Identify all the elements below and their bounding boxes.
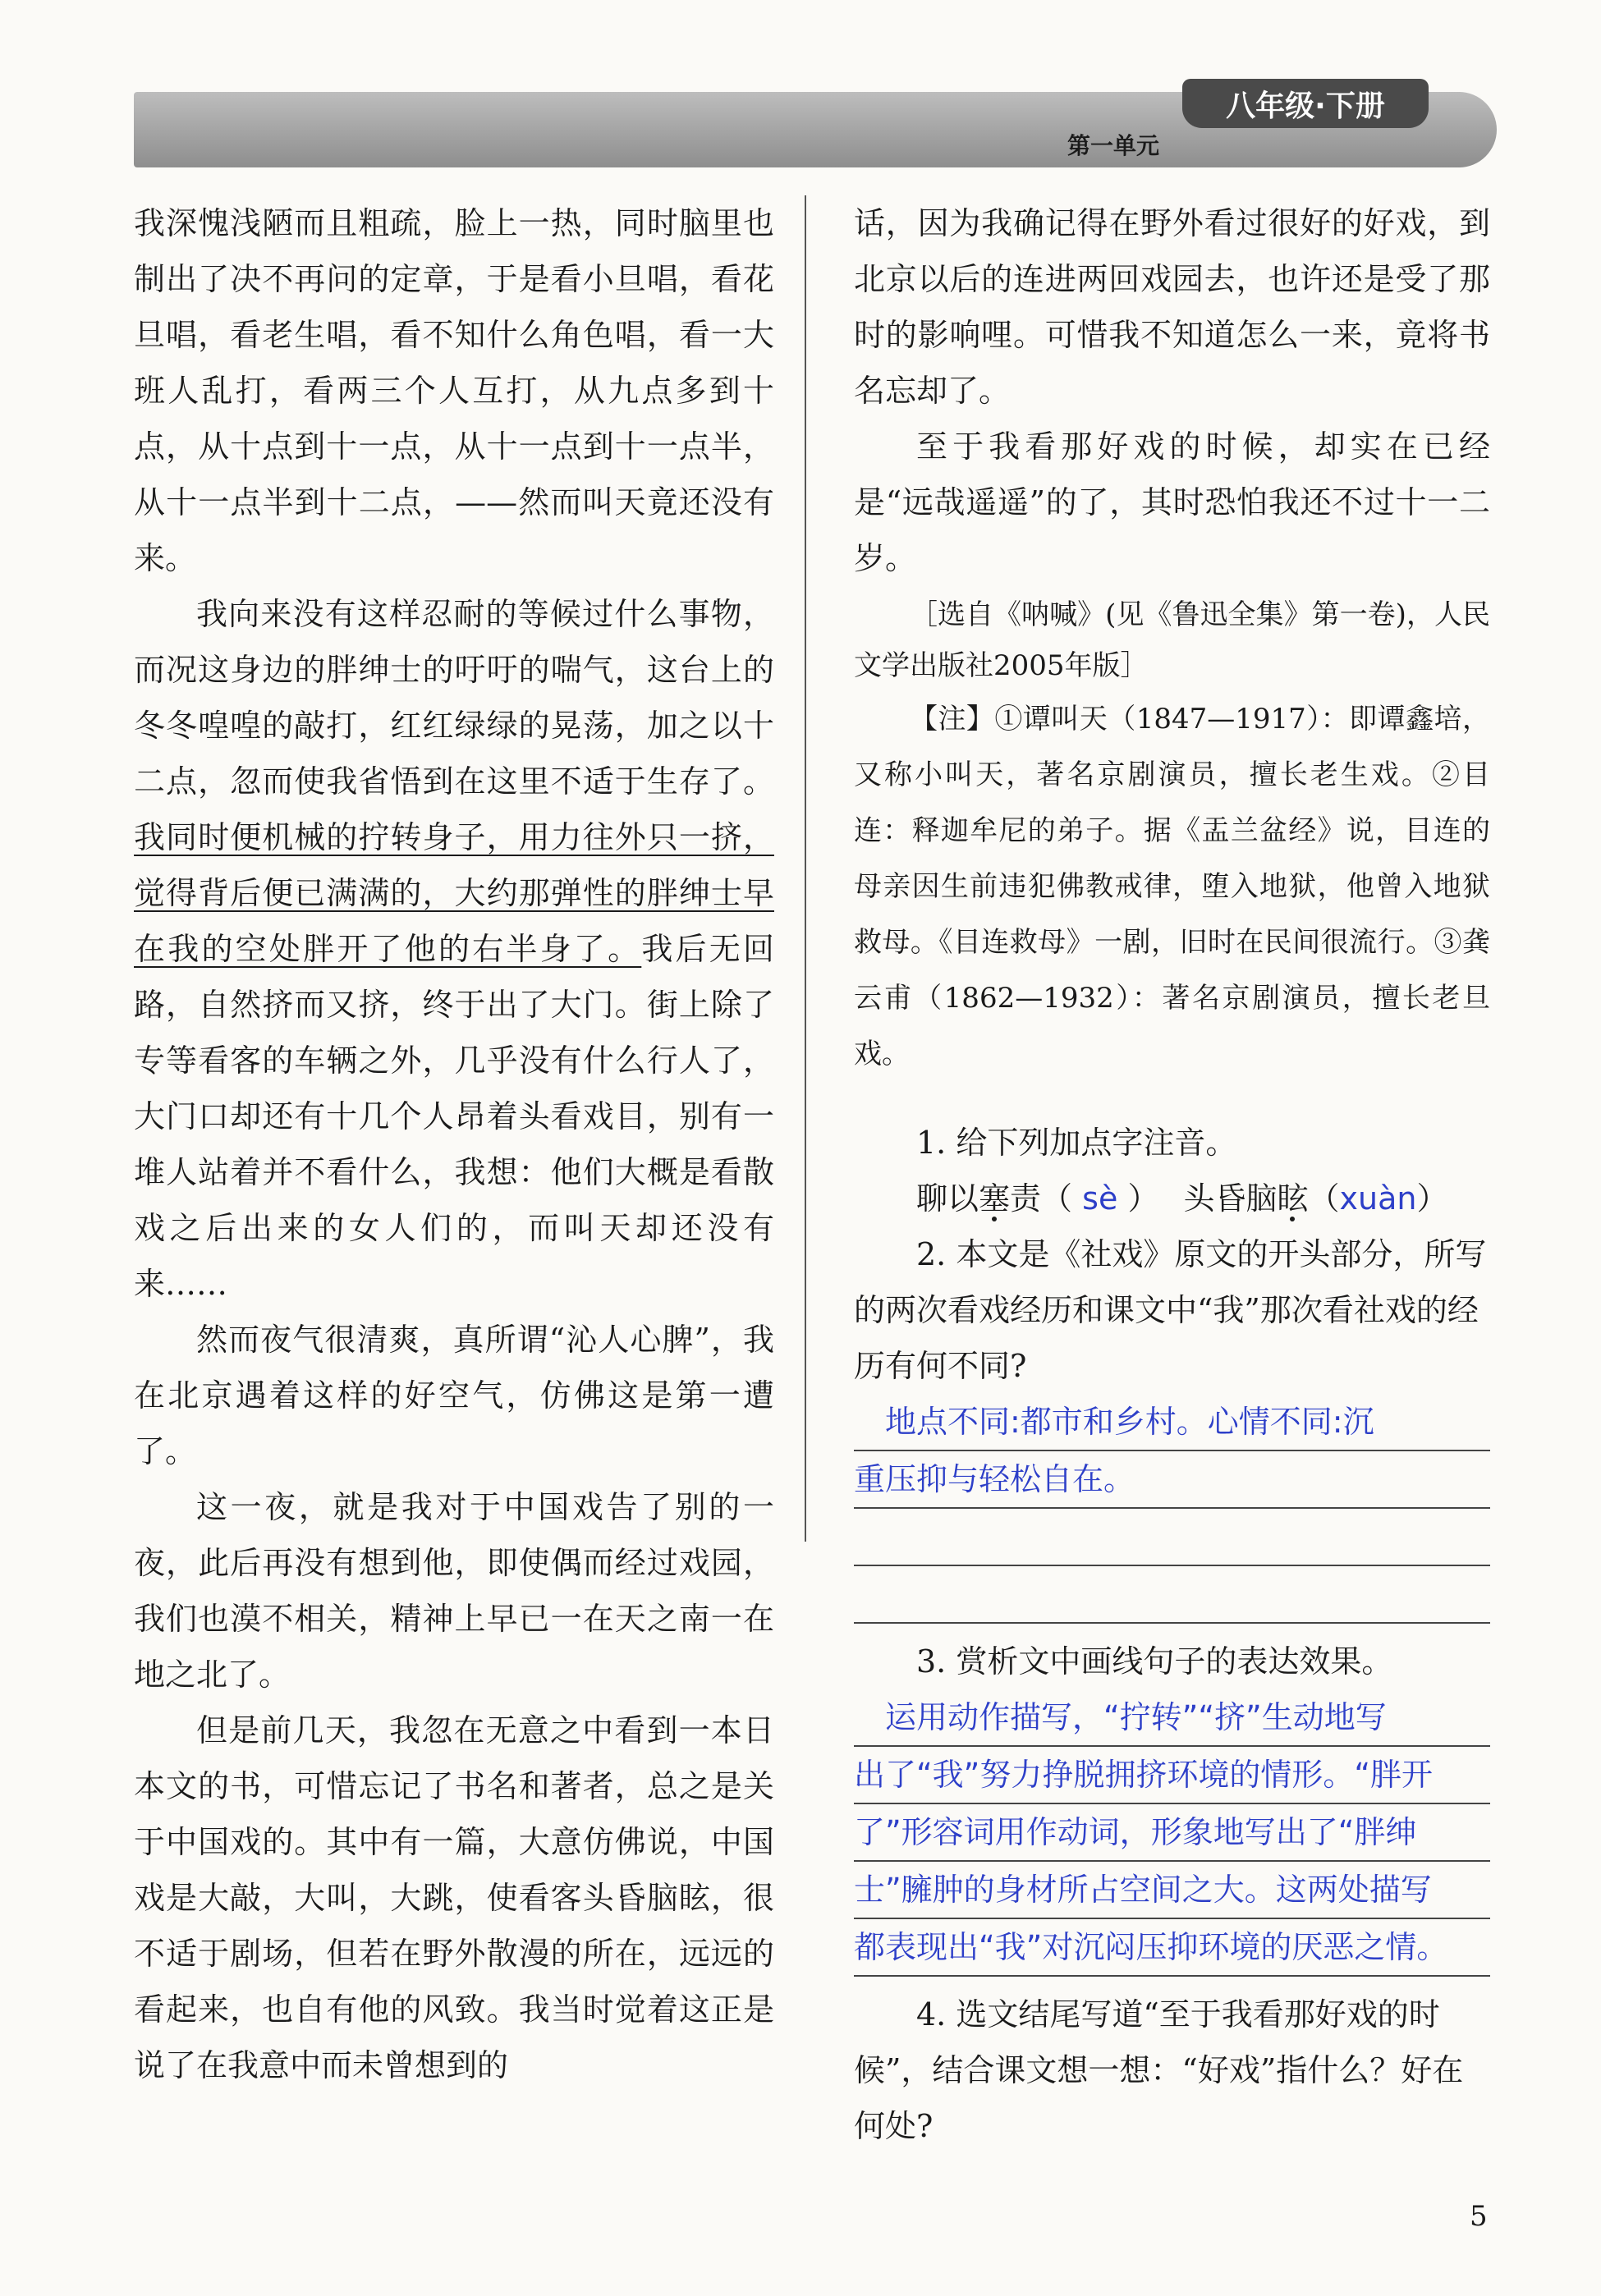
paragraph-text: 我后无回路，自然挤而又挤，终于出了大门。街上除了专等看客的车辆之外，几乎没有什么行人了，大门口却还有十几个人昂着头看戏目，别有一堆人站着并不看什么，我想：他们大概是看散戏之后出来的女人们的，而叫天却还没有来……	[134, 931, 774, 1302]
right-column	[854, 195, 1490, 2154]
word-text	[916, 1180, 1041, 1217]
question-text: 2. 本文是《社戏》原文的开头部分，所写的两次看戏经历和课文中“我”那次看社戏的经历有何不同?	[854, 1236, 1487, 1384]
answer-line: 运用动作描写，“拧转”“挤”生动地写	[854, 1689, 1490, 1747]
answer-line: 出了“我”努力挣脱拥挤环境的情形。“胖开	[854, 1747, 1490, 1804]
word-text: ）	[1416, 1180, 1448, 1217]
answer-line: 了”形容词用作动词，形象地写出了“胖绅	[854, 1804, 1490, 1862]
word-text: 聊以	[916, 1180, 979, 1217]
answer-line: 重压抑与轻松自在。	[854, 1451, 1490, 1509]
paragraph: 至于我看那好戏的时候，却实在已经是“远哉遥遥”的了，其时恐怕我还不过十一二岁。	[854, 428, 1490, 576]
column-divider	[805, 195, 806, 1542]
answer-line: 士”臃肿的身材所占空间之大。这两处描写	[854, 1862, 1490, 1919]
pinyin-items	[854, 1171, 1490, 1226]
footnote: 【注】①谭叫天（1847—1917）：即谭鑫培，又称小叫天，著名京剧演员，擅长老生戏。②目连：释迦牟尼的弟子。据《盂兰盆经》说，目连的母亲因生前违犯佛教戒律，堕入地狱，他曾入地狱救母。《目连救母》一剧，旧时在民间很流行。③龚云甫（1862—1932）：著名京剧演员，擅长老旦戏。	[854, 703, 1490, 1070]
underlined-sentence: 我同时便机械的拧转身子，用力往外只一挤，觉得背后便已满满的，大约那弹性的胖绅士早在我的空处胖开了他的右半身了。	[134, 819, 774, 967]
question-3	[854, 1634, 1490, 1977]
word-text: 责	[1010, 1180, 1042, 1217]
answer-line: 都表现出“我”对沉闷压抑环境的厌恶之情。	[854, 1919, 1490, 1977]
unit-label: 第一单元	[1067, 132, 1160, 159]
question-text: 4. 选文结尾写道“至于我看那好戏的时候”，结合课文想一想：“好戏”指什么？好在何处?	[854, 1996, 1464, 2144]
word-text: （	[1041, 1180, 1073, 1217]
dotted-char: 眩	[1277, 1180, 1309, 1217]
paragraph	[134, 586, 774, 1312]
paragraph: 然而夜气很清爽，真所谓“沁人心脾”，我在北京遇着这样的好空气，仿佛这是第一遭了。	[134, 1322, 774, 1469]
question-2	[854, 1226, 1490, 1624]
word-text: （	[1308, 1180, 1340, 1217]
pinyin-answer: xuàn	[1339, 1180, 1417, 1217]
paragraph: 这一夜，就是我对于中国戏告了别的一夜，此后再没有想到他，即使偶而经过戏园，我们也漠不相关，精神上早已一在天之南一在地之北了。	[134, 1489, 774, 1693]
pinyin-item-1	[916, 1171, 1158, 1226]
answer-line	[854, 1509, 1490, 1566]
dotted-char: 塞	[979, 1180, 1011, 1217]
paragraph: 但是前几天，我忽在无意之中看到一本日本文的书，可惜忘记了书名和著者，总之是关于中国戏的。其中有一篇，大意仿佛说，中国戏是大敲，大叫，大跳，使看客头昏脑眩，很不适于剧场，但若在野外散漫的所在，远远的看起来，也自有他的风致。我当时觉着这正是说了在我意中而未曾想到的	[134, 1712, 774, 2083]
paragraph: 话，因为我确记得在野外看过很好的好戏，到北京以后的连进两回戏园去，也许还是受了那时的影响哩。可惜我不知道怎么一来，竟将书名忘却了。	[854, 205, 1490, 409]
source-citation: ［选自《呐喊》(见《鲁迅全集》第一卷)，人民文学出版社2005年版］	[854, 598, 1490, 682]
pinyin-item-2	[1183, 1171, 1447, 1226]
question-text: 1. 给下列加点字注音。	[916, 1125, 1237, 1161]
question-4	[854, 1987, 1490, 2154]
paragraph: 我深愧浅陋而且粗疏，脸上一热，同时脑里也制出了决不再问的定章，于是看小旦唱，看花旦唱，看老生唱，看不知什么角色唱，看一大班人乱打，看两三个人互打，从九点多到十点，从十点到十一点，从十一点到十一点半，从十一点半到十二点，——然而叫天竟还没有来。	[134, 205, 774, 576]
grade-label: 八年级·下册	[1182, 79, 1429, 128]
answer-line: 地点不同:都市和乡村。心情不同:沉	[854, 1394, 1490, 1451]
pinyin-answer: sè	[1082, 1180, 1118, 1217]
answer-line	[854, 1566, 1490, 1624]
left-column	[134, 195, 774, 2093]
page-number: 5	[1470, 2200, 1488, 2233]
paragraph-text: 我向来没有这样忍耐的等候过什么事物，而况这身边的胖绅士的吁吁的喘气，这台上的冬冬喤喤的敲打，红红绿绿的晃荡，加之以十二点，忽而使我省悟到在这里不适于生存了。	[134, 596, 774, 800]
question-1	[854, 1115, 1490, 1226]
question-text: 3. 赏析文中画线句子的表达效果。	[916, 1643, 1393, 1680]
word-text: 头昏脑	[1183, 1180, 1278, 1217]
word-text: ）	[1127, 1180, 1159, 1217]
